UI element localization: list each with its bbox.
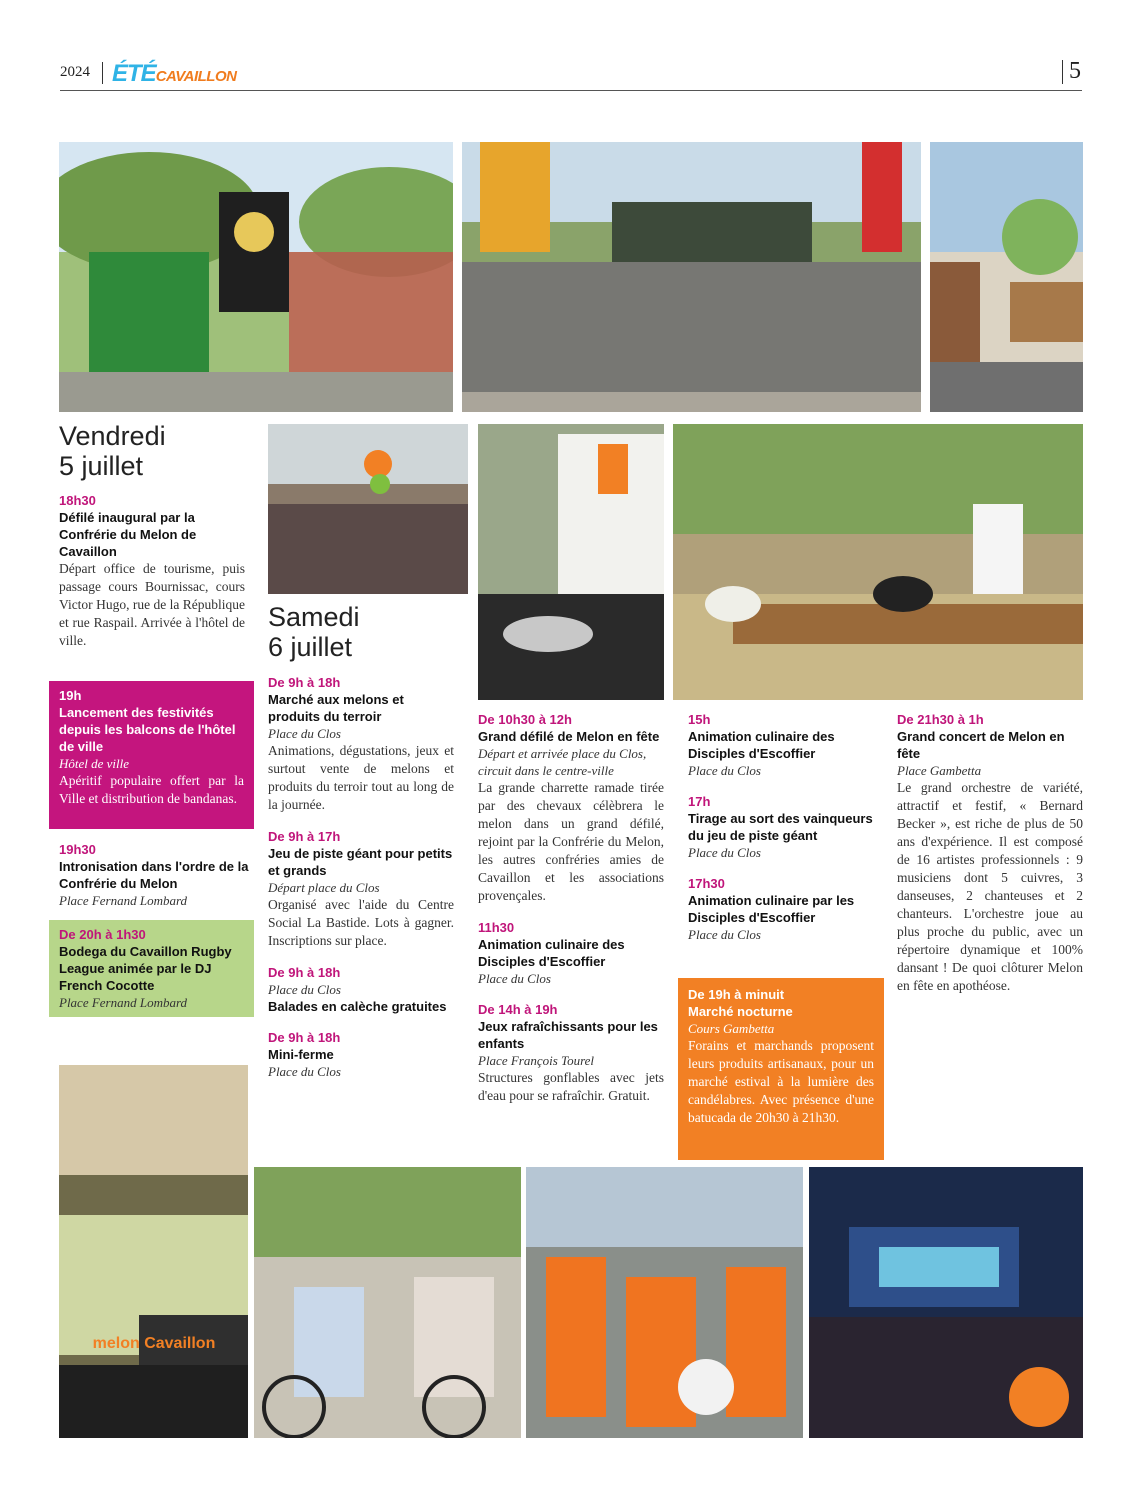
event-place: Place du Clos xyxy=(268,1064,341,1079)
sat-event-11 xyxy=(678,978,884,1160)
event-title: Grand défilé de Melon en fête xyxy=(478,729,660,744)
event-place: Place Gambetta xyxy=(897,763,982,778)
event-title: Balades en calèche gratuites xyxy=(268,999,447,1014)
event-place: Place du Clos xyxy=(688,763,761,778)
event-title: Bodega du Cavaillon Rugby League animée par le DJ French Cocotte xyxy=(59,944,232,993)
event-desc: Forains et marchands proposent leurs produits artisanaux, pour un marché estival à la lumière des candélabres. Avec présence d'une batucada de 20h30 à 21h30. xyxy=(688,1038,874,1125)
sat-event-9 xyxy=(688,793,874,861)
sat-event-5 xyxy=(478,711,664,905)
event-desc: La grande charrette ramade tirée par des chevaux célèbrera le melon dans un grand défilé, rejoint par la Confrérie du Melon, les autres confréries amies de Cavaillon et les associations provençales. xyxy=(478,780,664,903)
melon-crate-label: melon Cavaillon xyxy=(92,1335,216,1352)
sat-event-8 xyxy=(688,711,874,779)
friday-title xyxy=(59,421,259,481)
event-place: Place du Clos xyxy=(268,726,341,741)
event-time: De 9h à 18h xyxy=(268,1030,341,1045)
saturday-col4 xyxy=(897,711,1083,995)
event-place: Place du Clos xyxy=(478,971,551,986)
event-desc: Structures gonflables avec jets d'eau pour se rafraîchir. Gratuit. xyxy=(478,1070,664,1103)
logo-city: CAVAILLON xyxy=(155,68,237,85)
event-time: De 19h à minuit xyxy=(688,987,785,1002)
event-title: Défilé inaugural par la Confrérie du Melon de Cavaillon xyxy=(59,510,197,559)
sat-event-3 xyxy=(268,964,454,1015)
event-time: De 14h à 19h xyxy=(478,1002,558,1017)
sat-event-6 xyxy=(478,919,664,987)
event-title: Grand concert de Melon en fête xyxy=(897,729,1065,761)
event-title: Animation culinaire des Disciples d'Escoffier xyxy=(478,937,625,969)
event-time: 19h xyxy=(59,688,82,703)
event-title: Jeux rafraîchissants pour les enfants xyxy=(478,1019,658,1051)
event-desc: Organisé avec l'aide du Centre Social La Bastide. Lots à gagner. Inscriptions sur place. xyxy=(268,897,454,948)
event-time: De 20h à 1h30 xyxy=(59,927,146,942)
saturday-col3 xyxy=(688,711,874,943)
event-title: Tirage au sort des vainqueurs du jeu de piste géant xyxy=(688,811,873,843)
event-title: Marché nocturne xyxy=(688,1004,793,1019)
friday-title-line2: 5 juillet xyxy=(59,451,144,481)
sat-event-10 xyxy=(688,875,874,943)
photo-melon-carriage xyxy=(930,142,1083,412)
sat-event-12 xyxy=(897,711,1083,995)
event-title: Intronisation dans l'ordre de la Confrérie du Melon xyxy=(59,859,249,891)
photo-bike-blender xyxy=(254,1167,521,1438)
friday-title-line1: Vendredi xyxy=(59,421,166,451)
header-year: 2024 xyxy=(60,64,90,80)
photo-batucada xyxy=(526,1167,803,1438)
friday-event-2 xyxy=(49,681,254,829)
event-place: Hôtel de ville xyxy=(59,756,130,771)
photo-costumed-group xyxy=(462,142,921,412)
event-time: 11h30 xyxy=(478,920,515,935)
header-rule xyxy=(60,90,1082,91)
event-place: Place du Clos xyxy=(688,927,761,942)
event-time: 17h30 xyxy=(688,876,725,891)
event-time: De 9h à 17h xyxy=(268,829,341,844)
event-place: Place du Clos xyxy=(268,982,341,997)
event-title: Animation culinaire des Disciples d'Escoffier xyxy=(688,729,835,761)
event-place: Cours Gambetta xyxy=(688,1021,775,1036)
event-desc: Apéritif populaire offert par la Ville et distribution de bandanas. xyxy=(59,773,244,806)
event-time: De 9h à 18h xyxy=(268,965,341,980)
logo-word: ÉTÉ xyxy=(112,60,156,87)
event-desc: Départ office de tourisme, puis passage cours Bournissac, cours Victor Hugo, rue de la République et rue Raspail. Arrivée à l'hôtel de ville. xyxy=(59,561,245,648)
photo-night-concert xyxy=(809,1167,1083,1438)
saturday-col2 xyxy=(478,711,664,1105)
event-title: Mini-ferme xyxy=(268,1047,334,1062)
friday-event-1 xyxy=(59,492,245,650)
event-title: Marché aux melons et produits du terroir xyxy=(268,692,404,724)
event-desc: Le grand orchestre de variété, attractif et festif, « Bernard Becker », est riche de plus de 50 ans d'expérience. Il est composé de 16 artistes professionnels : 9 musiciens dont 5 cuivres, 3 danseuses, 2 chanteuses et 2 chanteurs. L'orchestre joue au plus proche du public, avec un répertoire dynamique et 100% dansant ! De quoi clôturer Melon en fête en apothéose. xyxy=(897,780,1083,993)
photo-melon-stall xyxy=(59,1065,248,1438)
event-time: De 9h à 18h xyxy=(268,675,341,690)
saturday-title-line1: Samedi xyxy=(268,602,360,632)
photo-confrerie-costumes xyxy=(59,142,453,412)
event-place: Place François Tourel xyxy=(478,1053,595,1068)
event-time: De 21h30 à 1h xyxy=(897,712,984,727)
event-title: Lancement des festivités depuis les balcons de l'hôtel de ville xyxy=(59,705,236,754)
event-place: Place du Clos xyxy=(688,845,761,860)
saturday-col1 xyxy=(268,674,454,1080)
sat-event-1 xyxy=(268,674,454,814)
event-title: Animation culinaire par les Disciples d'Escoffier xyxy=(688,893,855,925)
event-place: Départ et arrivée place du Clos, circuit dans le centre-ville xyxy=(478,746,647,778)
event-place: Place Fernand Lombard xyxy=(59,995,188,1010)
saturday-title xyxy=(268,602,468,662)
event-time: 15h xyxy=(688,712,711,727)
event-time: 17h xyxy=(688,794,711,809)
page-number: 5 xyxy=(1069,58,1081,84)
friday-event-4 xyxy=(49,920,254,1017)
sat-event-4 xyxy=(268,1029,454,1080)
event-place: Départ place du Clos xyxy=(268,880,380,895)
photo-mini-farm xyxy=(673,424,1083,700)
event-time: De 10h30 à 12h xyxy=(478,712,572,727)
photo-chefs-cooking xyxy=(478,424,664,700)
header-divider xyxy=(102,62,103,84)
logo xyxy=(112,60,236,88)
photo-crowd-hall xyxy=(268,424,468,594)
sat-event-7 xyxy=(478,1001,664,1105)
event-time: 18h30 xyxy=(59,493,96,508)
sat-event-2 xyxy=(268,828,454,950)
header-divider-right xyxy=(1062,60,1063,84)
friday-event-3 xyxy=(59,841,249,909)
event-title: Jeu de piste géant pour petits et grands xyxy=(268,846,453,878)
saturday-title-line2: 6 juillet xyxy=(268,632,353,662)
event-desc: Animations, dégustations, jeux et surtout vente de melons et produits du terroir tout au long de la journée. xyxy=(268,743,454,812)
event-time: 19h30 xyxy=(59,842,96,857)
event-place: Place Fernand Lombard xyxy=(59,893,188,908)
